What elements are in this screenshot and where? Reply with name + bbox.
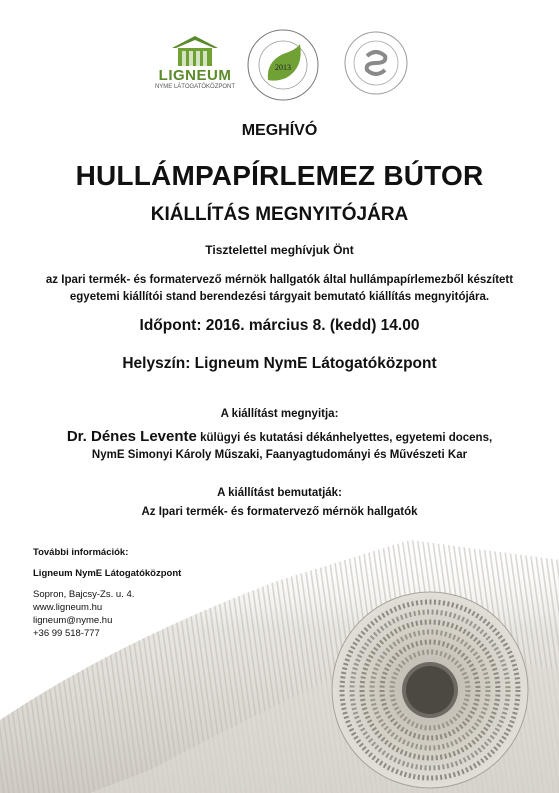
ecotourism-award-seal xyxy=(246,28,320,102)
logo-row xyxy=(0,28,559,118)
info-address: Sopron, Bajcsy-Zs. u. 4. xyxy=(33,589,135,600)
description xyxy=(0,272,559,306)
info-org: Ligneum NymE Látogatóközpont xyxy=(33,568,182,579)
presents-label: A kiállítást bemutatják: xyxy=(217,487,342,499)
info-web[interactable]: www.ligneum.hu xyxy=(33,602,103,613)
seal-year: 2013 xyxy=(275,63,291,72)
ligneum-wordmark: LIGNEUM xyxy=(158,67,232,84)
description-line-1: az Ipari termék- és formatervező mérnök hallgatók által hullámpapírlemezből készített xyxy=(45,274,514,286)
exhibition-subtitle: KIÁLLÍTÁS MEGNYITÓJÁRA xyxy=(150,204,409,225)
ligneum-logo xyxy=(150,34,240,104)
description-line-2: egyetemi kiállítói stand berendezési tárgyait bemutató kiállítás megnyitójára. xyxy=(69,291,490,303)
info-heading: További információk: xyxy=(33,547,129,558)
exhibition-title: HULLÁMPAPÍRLEMEZ BÚTOR xyxy=(75,160,484,191)
ligneum-subtitle: NYME LÁTOGATÓKÖZPONT xyxy=(154,84,236,90)
opens-label: A kiállítást megnyitja: xyxy=(220,408,339,420)
info-email[interactable]: ligneum@nyme.hu xyxy=(33,615,113,626)
opener-name: Dr. Dénes Levente xyxy=(66,428,197,445)
event-time: Időpont: 2016. március 8. (kedd) 14.00 xyxy=(139,317,420,334)
opener-faculty: NymE Simonyi Károly Műszaki, Faanyagtudományi és Művészeti Kar xyxy=(91,449,468,461)
event-place: Helyszín: Ligneum NymE Látogatóközpont xyxy=(122,355,437,372)
presenters: Az Ipari termék- és formatervező mérnök hallgatók xyxy=(141,506,418,518)
invitation-label: MEGHÍVÓ xyxy=(241,122,318,139)
contact-info xyxy=(33,546,181,640)
info-phone: +36 99 518-777 xyxy=(33,628,100,639)
university-seal xyxy=(343,30,409,96)
opener-line xyxy=(0,428,559,445)
opener-title: külügyi és kutatási dékánhelyettes, egyetemi docens, xyxy=(200,432,493,444)
ligneum-house-icon xyxy=(168,34,222,68)
greeting: Tisztelettel meghívjuk Önt xyxy=(205,243,354,257)
